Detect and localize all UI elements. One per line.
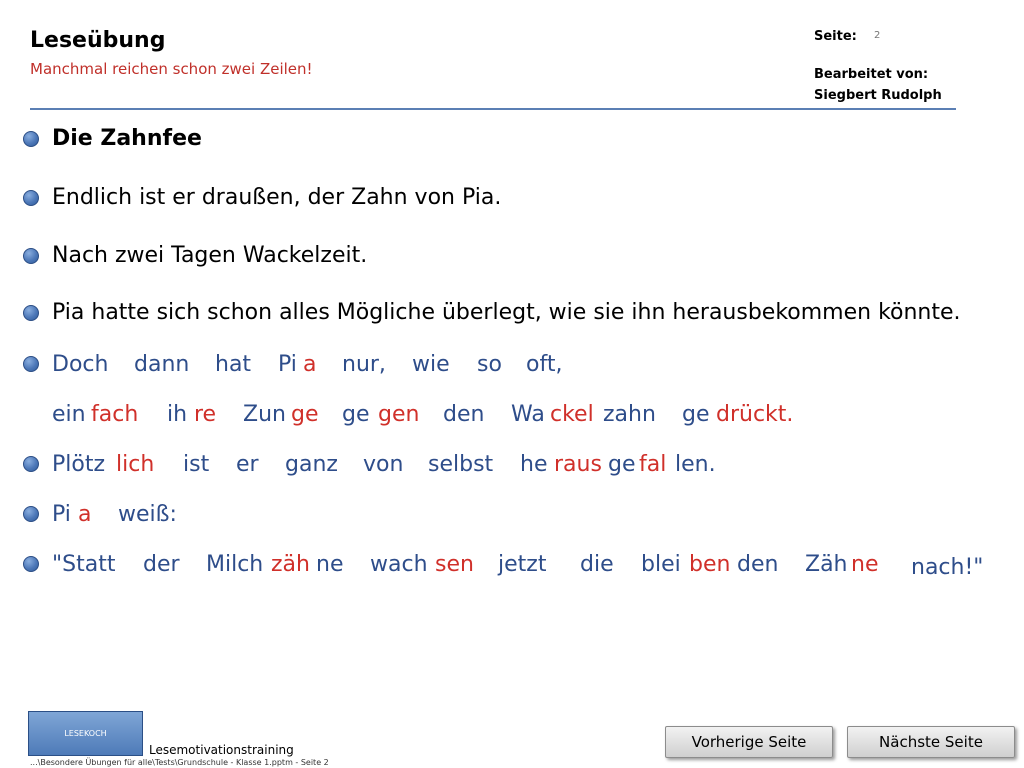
- syllable: Wa: [511, 402, 545, 427]
- bullet-icon: [23, 305, 39, 321]
- syllable: a: [303, 352, 317, 377]
- syllable: so: [477, 352, 502, 377]
- editor-name: Siegbert Rudolph: [814, 88, 942, 103]
- syllable: jetzt: [498, 552, 547, 577]
- syllable: ge: [291, 402, 319, 427]
- syllable: dann: [134, 352, 190, 377]
- syllable: weiß:: [118, 502, 177, 527]
- syllable: ein: [52, 402, 86, 427]
- syllable: Milch: [206, 552, 264, 577]
- syllable: zäh: [271, 552, 310, 577]
- syllable: Zäh: [805, 552, 848, 577]
- syllable: drückt.: [716, 402, 794, 427]
- previous-page-button[interactable]: Vorherige Seite: [665, 726, 833, 758]
- text-line: Endlich ist er draußen, der Zahn von Pia.: [52, 185, 502, 210]
- bullet-icon: [23, 190, 39, 206]
- syllable: zahn: [603, 402, 656, 427]
- syllable: lich: [116, 452, 155, 477]
- page-number-value: 2: [874, 30, 881, 41]
- syllable: len.: [675, 452, 716, 477]
- syllable: von: [363, 452, 404, 477]
- editor-label: Bearbeitet von:: [814, 67, 929, 82]
- syllable: Doch: [52, 352, 109, 377]
- bullet-icon: [23, 356, 39, 372]
- bullet-icon: [23, 456, 39, 472]
- text-line: Nach zwei Tagen Wackelzeit.: [52, 243, 368, 268]
- syllable: fal: [639, 452, 667, 477]
- syllable: den: [737, 552, 779, 577]
- footer-title: Lesemotivationstraining: [149, 743, 294, 757]
- syllable: ckel: [550, 402, 594, 427]
- syllable: ge: [342, 402, 370, 427]
- syllable: die: [580, 552, 614, 577]
- syllable: fach: [91, 402, 139, 427]
- page-title: Leseübung: [30, 28, 166, 53]
- syllable: nur,: [342, 352, 386, 377]
- syllable: oft,: [526, 352, 563, 377]
- syllable: ih: [167, 402, 188, 427]
- syllable: wach: [370, 552, 428, 577]
- syllable: gen: [378, 402, 420, 427]
- syllable: raus: [554, 452, 602, 477]
- syllable: ne: [851, 552, 879, 577]
- header-divider: [30, 108, 956, 110]
- syllable: den: [443, 402, 485, 427]
- syllable: blei: [641, 552, 681, 577]
- syllable: der: [143, 552, 180, 577]
- page-subtitle: Manchmal reichen schon zwei Zeilen!: [30, 60, 313, 78]
- syllable: Zun: [243, 402, 286, 427]
- bullet-icon: [23, 556, 39, 572]
- syllable: nach!": [911, 555, 984, 580]
- bullet-icon: [23, 506, 39, 522]
- syllable: hat: [215, 352, 252, 377]
- syllable: selbst: [428, 452, 494, 477]
- syllable: Plötz: [52, 452, 106, 477]
- story-title: Die Zahnfee: [52, 126, 202, 151]
- syllable: re: [194, 402, 217, 427]
- bullet-icon: [23, 248, 39, 264]
- syllable: "Statt: [52, 552, 116, 577]
- text-line: Pia hatte sich schon alles Mögliche überlegt, wie sie ihn herausbekommen könnte.: [52, 300, 961, 325]
- syllable: ge: [608, 452, 636, 477]
- syllable: Pi: [52, 502, 71, 527]
- syllable: ganz: [285, 452, 338, 477]
- next-page-button[interactable]: Nächste Seite: [847, 726, 1015, 758]
- syllable: er: [236, 452, 259, 477]
- syllable: ge: [682, 402, 710, 427]
- syllable: a: [78, 502, 92, 527]
- syllable: he: [520, 452, 548, 477]
- syllable: ben: [689, 552, 731, 577]
- syllable: ist: [183, 452, 210, 477]
- lesekoch-logo: [28, 711, 143, 756]
- syllable: Pi: [278, 352, 297, 377]
- syllable: ne: [316, 552, 344, 577]
- logo-text: LESEKOCH: [64, 729, 107, 738]
- syllable: sen: [435, 552, 474, 577]
- page-number-label: Seite:: [814, 29, 857, 44]
- bullet-icon: [23, 131, 39, 147]
- syllable: wie: [412, 352, 450, 377]
- footer-file-path: ...\Besondere Übungen für alle\Tests\Grundschule - Klasse 1.pptm - Seite 2: [30, 758, 329, 767]
